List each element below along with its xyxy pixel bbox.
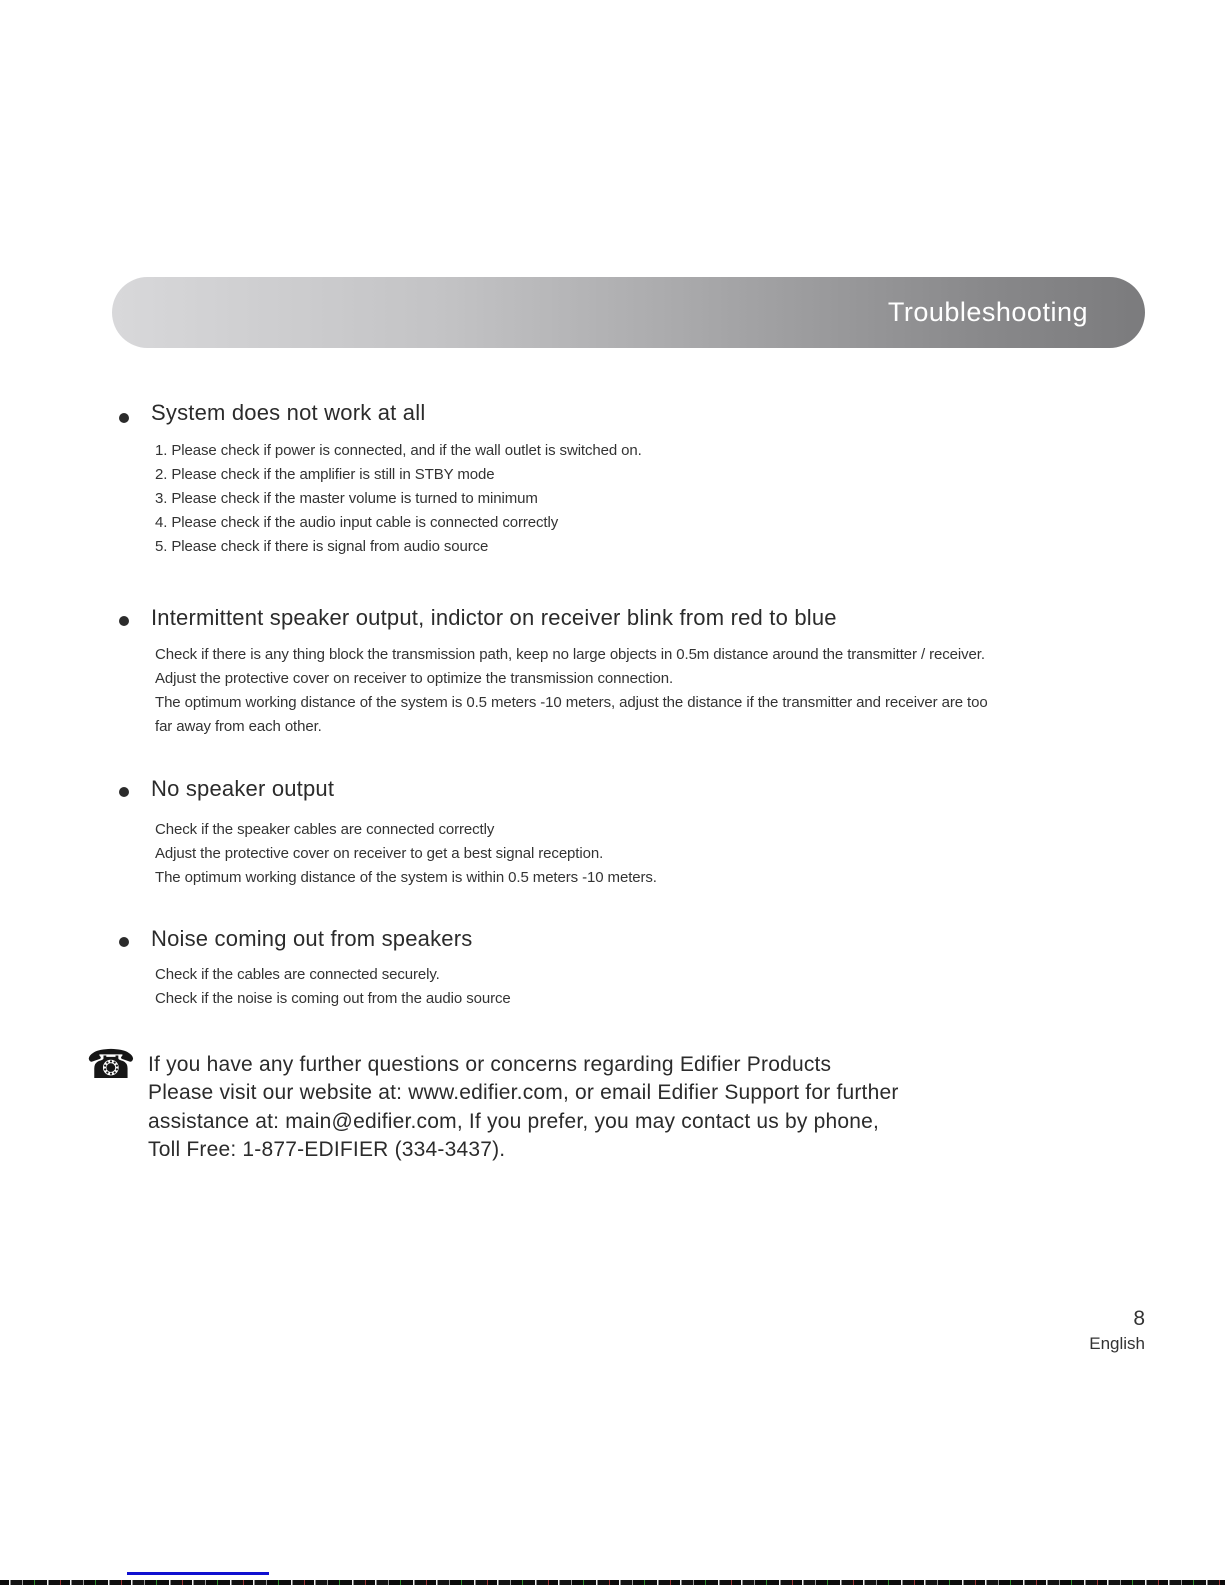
section-heading-intermittent-output: Intermittent speaker output, indictor on receiver blink from red to blue bbox=[151, 605, 837, 630]
section-heading-system-does-not-work: System does not work at all bbox=[151, 400, 426, 425]
body-line: 2. Please check if the amplifier is still in STBY mode bbox=[155, 466, 495, 483]
section-heading-no-speaker-output: No speaker output bbox=[151, 776, 335, 801]
bullet-icon bbox=[119, 413, 129, 423]
body-line: far away from each other. bbox=[155, 718, 322, 735]
bullet-icon bbox=[119, 787, 129, 797]
body-line: Check if the noise is coming out from the audio source bbox=[155, 990, 511, 1007]
body-line: Adjust the protective cover on receiver to get a best signal reception. bbox=[155, 845, 604, 862]
bullet-icon bbox=[119, 616, 129, 626]
body-line: 1. Please check if power is connected, and if the wall outlet is switched on. bbox=[155, 442, 642, 459]
body-line: Check if the cables are connected securely. bbox=[155, 966, 440, 983]
contact-line: Toll Free: 1-877-EDIFIER (334-3437). bbox=[148, 1138, 506, 1161]
body-line: Adjust the protective cover on receiver to optimize the transmission connection. bbox=[155, 670, 674, 687]
body-line: 4. Please check if the audio input cable is connected correctly bbox=[155, 514, 559, 531]
contact-line: Please visit our website at: www.edifier.com, or email Edifier Support for further bbox=[148, 1081, 899, 1104]
body-line: Check if there is any thing block the transmission path, keep no large objects in 0.5m distance around the transmitter / receiver. bbox=[155, 646, 985, 663]
body-line: Check if the speaker cables are connected correctly bbox=[155, 821, 495, 838]
scan-artifact-noise-strip bbox=[0, 1580, 1225, 1585]
page-footer bbox=[1089, 1305, 1145, 1355]
body-line: The optimum working distance of the system is within 0.5 meters -10 meters. bbox=[155, 869, 657, 886]
telephone-icon: ☎ bbox=[86, 1043, 136, 1087]
contact-line: assistance at: main@edifier.com, If you prefer, you may contact us by phone, bbox=[148, 1110, 880, 1133]
scan-artifact-blue-line bbox=[127, 1572, 269, 1575]
language-label: English bbox=[1089, 1334, 1145, 1353]
section-heading-noise-from-speakers: Noise coming out from speakers bbox=[151, 926, 473, 951]
page-number: 8 bbox=[1133, 1307, 1145, 1330]
body-line: 5. Please check if there is signal from audio source bbox=[155, 538, 489, 555]
page-title: Troubleshooting bbox=[887, 297, 1088, 327]
body-line: The optimum working distance of the system is 0.5 meters -10 meters, adjust the distance if the transmitter and receiver are too bbox=[155, 694, 988, 711]
contact-line: If you have any further questions or concerns regarding Edifier Products bbox=[148, 1053, 832, 1076]
bullet-icon bbox=[119, 937, 129, 947]
body-line: 3. Please check if the master volume is turned to minimum bbox=[155, 490, 538, 507]
title-banner bbox=[112, 277, 1145, 348]
